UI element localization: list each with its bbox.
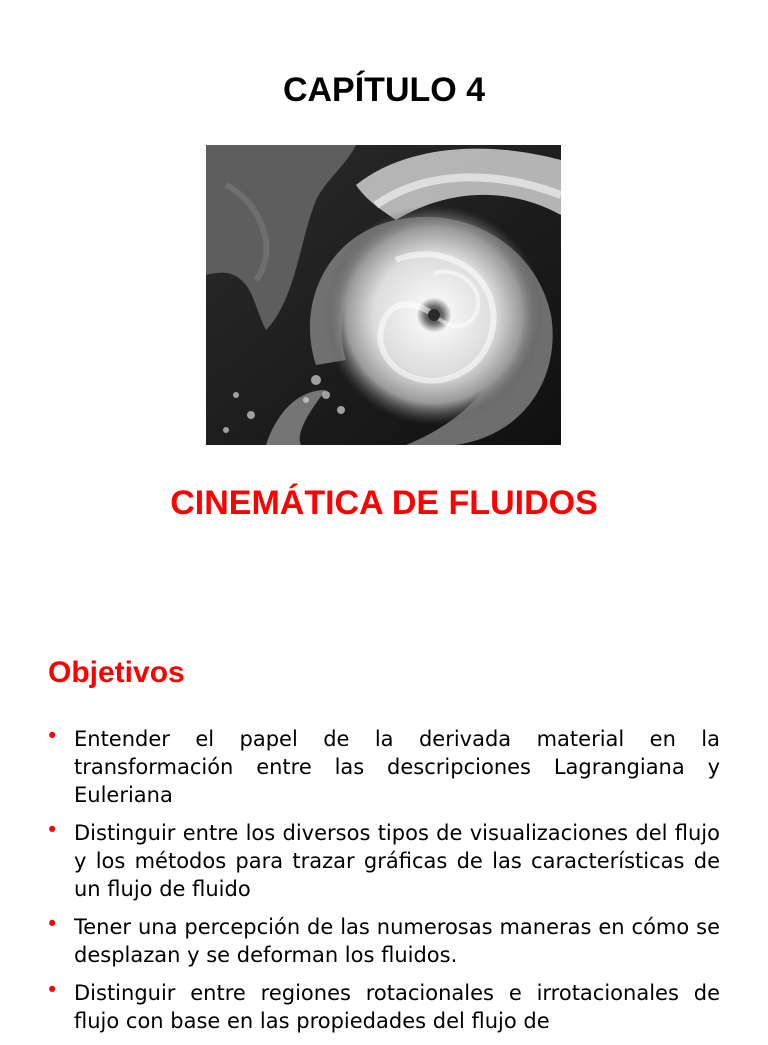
chapter-title: CAPÍTULO 4 [282,71,486,109]
hurricane-satellite-image [206,145,561,445]
objective-text: Entender el papel de la derivada material en la transformación entre las descripciones Lagrangiana y Euleriana [74,727,720,807]
objective-text: Tener una percepción de las numerosas maneras en cómo se desplazan y se deforman los fluidos. [74,915,720,967]
objectives-list [46,725,720,1045]
subject-title: CINEMÁTICA DE FLUIDOS [170,484,598,522]
hurricane-illustration [206,145,561,445]
objective-item [46,725,720,809]
objective-item [46,979,720,1035]
bullet-dot: • [46,978,59,1002]
objective-text: Distinguir entre regiones rotacionales e irrotacionales de flujo con base en las propiedades del flujo de [74,981,720,1033]
bullet-dot: • [46,912,59,936]
objectives-heading: Objetivos [48,656,185,689]
objective-item [46,913,720,969]
bullet-dot: • [46,818,59,842]
objective-item [46,819,720,903]
objective-text: Distinguir entre los diversos tipos de visualizaciones del flujo y los métodos para trazar gráficas de las características de un flujo de fluido [74,821,720,901]
bullet-dot: • [46,724,59,748]
